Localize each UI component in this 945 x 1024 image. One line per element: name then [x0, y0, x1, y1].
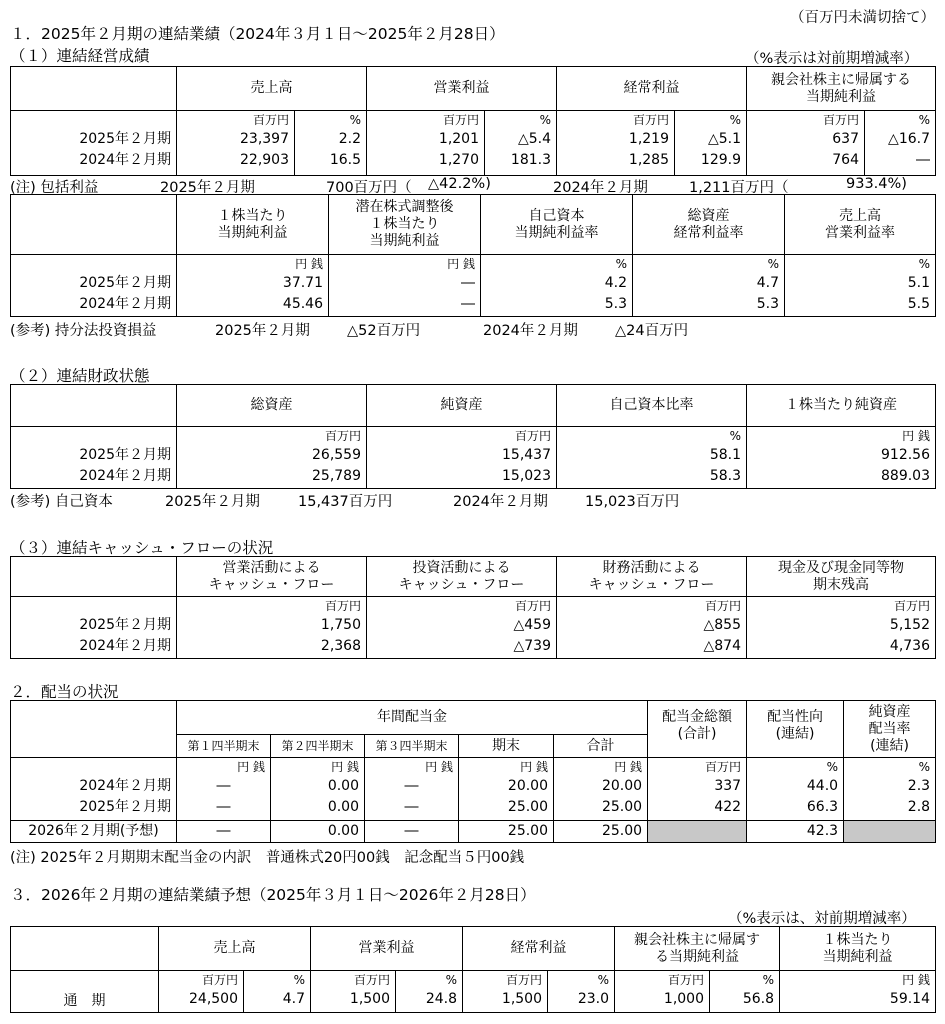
forecast-note: （%表示は、対前期増減率） — [728, 911, 916, 927]
header-op-margin: 売上高 営業利益率 — [785, 195, 936, 255]
cell-value: △5.4 — [517, 131, 551, 147]
unit-label: 百万円 — [252, 113, 289, 127]
cell-value: ― — [404, 799, 419, 815]
cell-value: 5.3 — [604, 296, 627, 312]
cell-value: 4.7 — [282, 991, 305, 1007]
div-header-row-1 — [11, 701, 936, 735]
fp-data-row — [11, 427, 936, 489]
cell-value: 0.00 — [327, 799, 359, 815]
unit-label: % — [767, 257, 779, 271]
results-data-row — [11, 111, 936, 176]
cell-value: ― — [461, 296, 475, 312]
cell-value: 1,500 — [349, 991, 390, 1007]
header-bps: １株当たり純資産 — [747, 385, 936, 427]
header-year-end: 期末 — [459, 735, 554, 758]
cell-value: 25.00 — [507, 799, 548, 815]
cell-value: △855 — [703, 617, 741, 633]
header-total-assets: 総資産 — [177, 385, 367, 427]
equity-note-value: 15,023百万円 — [585, 494, 680, 510]
equity-note-label: (参考) 自己資本 — [10, 494, 113, 510]
unit-label: 百万円 — [667, 973, 704, 987]
equity-method-value: △24百万円 — [615, 323, 689, 339]
cell-value: 66.3 — [806, 799, 839, 815]
cell-value: 59.14 — [889, 991, 930, 1007]
results-header-row — [11, 67, 936, 111]
cell-value: 912.56 — [881, 447, 930, 463]
cash-flow-title: （３）連結キャッシュ・フローの状況 — [10, 539, 274, 557]
comprehensive-income-value: 700百万円（ — [326, 180, 412, 196]
cell-value: 24.8 — [425, 991, 457, 1007]
header-roe: 自己資本 当期純利益率 — [481, 195, 633, 255]
cell-value: 25.00 — [601, 799, 643, 815]
div-data-row — [11, 758, 936, 821]
header-financing-cf: 財務活動による キャッシュ・フロー — [557, 557, 747, 597]
ratios-data-row — [11, 255, 936, 317]
equity-method-value: △52百万円 — [347, 323, 421, 339]
header-net-income: 親会社株主に帰属す る当期純利益 — [615, 927, 780, 971]
cell-value: 0.00 — [271, 821, 365, 843]
results-table — [10, 66, 936, 176]
header-net-income: 親会社株主に帰属する 当期純利益 — [747, 67, 936, 111]
header-annual-dividend: 年間配当金 — [177, 701, 648, 735]
unit-label: % — [826, 760, 839, 774]
row-label: 2024年２月期 — [79, 638, 171, 654]
row-label: 2026年２月期(予想) — [11, 821, 177, 843]
unit-label: 百万円 — [324, 429, 361, 443]
equity-note-value: 15,437百万円 — [298, 494, 393, 510]
unit-label: 円 銭 — [902, 973, 930, 987]
cell-value: 2.2 — [338, 131, 361, 147]
cell-value: 42.3 — [747, 821, 844, 843]
cell-value: 23,397 — [240, 131, 289, 147]
cell-value: ― — [216, 799, 231, 815]
unit-label: 円 銭 — [425, 760, 453, 774]
unit-label: 百万円 — [442, 113, 479, 127]
cell-value: 1,219 — [628, 131, 669, 147]
header-ordinary-income: 経常利益 — [463, 927, 615, 971]
header-diluted-eps: 潜在株式調整後 １株当たり 当期純利益 — [329, 195, 481, 255]
row-label: 2025年２月期 — [79, 447, 171, 463]
cell-value: 129.9 — [700, 152, 741, 168]
header-sales: 売上高 — [159, 927, 311, 971]
cell-value: 15,023 — [502, 468, 551, 484]
header-doe: 純資産 配当率 (連結) — [844, 701, 936, 758]
cell-value: 58.1 — [709, 447, 741, 463]
dividend-note: (注) 2025年２月期期末配当金の内訳 普通株式20円00銭 記念配当５円00銭 — [10, 850, 525, 866]
cell-value: 2,368 — [320, 638, 361, 654]
cell-value: ― — [216, 778, 231, 794]
unit-label: 百万円 — [514, 599, 551, 613]
unit-label: % — [349, 113, 361, 127]
unit-label: 円 銭 — [331, 760, 359, 774]
section1-title: １．2025年２月期の連結業績（2024年３月１日～2025年２月28日） — [10, 25, 505, 43]
cell-value: 1,750 — [320, 617, 361, 633]
row-label: 2025年２月期 — [79, 275, 171, 291]
header-net-assets: 純資産 — [367, 385, 557, 427]
cell-value: 4.7 — [756, 275, 779, 291]
cell-value: 2.8 — [907, 799, 931, 815]
equity-note-period: 2025年２月期 — [165, 494, 260, 510]
cell-value: 4,736 — [889, 638, 930, 654]
cell-value: ― — [365, 821, 459, 843]
cell-value: 637 — [832, 131, 859, 147]
unit-label: 円 銭 — [295, 257, 323, 271]
cell-value: 25.00 — [459, 821, 554, 843]
unit-label: % — [597, 973, 609, 987]
unit-label: % — [539, 113, 551, 127]
unit-label: 百万円 — [505, 973, 542, 987]
unit-label: % — [293, 973, 305, 987]
header-roa: 総資産 経常利益率 — [633, 195, 785, 255]
cell-value: 422 — [714, 799, 742, 815]
unit-label: % — [918, 760, 931, 774]
cell-value: 15,437 — [502, 447, 551, 463]
comprehensive-income-label: (注) 包括利益 — [10, 180, 99, 196]
cell-value: ― — [916, 152, 930, 168]
unit-label: % — [445, 973, 457, 987]
unit-label: 百万円 — [632, 113, 669, 127]
row-label: 2025年２月期 — [79, 131, 171, 147]
row-label: 2024年２月期 — [79, 296, 171, 312]
div-forecast-row — [11, 821, 936, 843]
dividends-title: ２．配当の状況 — [10, 683, 119, 701]
results-note: （%表示は対前期増減率） — [745, 51, 919, 67]
cell-value: 764 — [832, 152, 859, 168]
shaded-cell — [648, 821, 747, 843]
cell-value: 16.5 — [329, 152, 361, 168]
unit-label: 百万円 — [704, 599, 741, 613]
header-equity-ratio: 自己資本比率 — [557, 385, 747, 427]
comprehensive-income-rate: 933.4%) — [846, 176, 907, 192]
equity-note-period: 2024年２月期 — [453, 494, 548, 510]
cell-value: 58.3 — [709, 468, 741, 484]
forecast-table — [10, 926, 936, 1013]
header-investing-cf: 投資活動による キャッシュ・フロー — [367, 557, 557, 597]
equity-method-period: 2025年２月期 — [215, 323, 310, 339]
cell-value: 24,500 — [189, 991, 238, 1007]
unit-label: 円 銭 — [520, 760, 548, 774]
cell-value: 25.00 — [554, 821, 648, 843]
unit-label: 円 銭 — [902, 429, 930, 443]
cash-flow-table — [10, 556, 936, 659]
cell-value: 0.00 — [327, 778, 359, 794]
cell-value: 25,789 — [312, 468, 361, 484]
cell-value: 20.00 — [601, 778, 643, 794]
comprehensive-income-period: 2024年２月期 — [553, 180, 648, 196]
unit-label: % — [729, 113, 741, 127]
cell-value: 23.0 — [577, 991, 609, 1007]
cell-value: △16.7 — [888, 131, 930, 147]
financial-position-table — [10, 384, 936, 489]
forecast-title: ３．2026年２月期の連結業績予想（2025年３月１日～2026年２月28日） — [10, 886, 536, 904]
cell-value: △5.1 — [707, 131, 741, 147]
header-operating-cf: 営業活動による キャッシュ・フロー — [177, 557, 367, 597]
cell-value: ― — [461, 275, 475, 291]
shaded-cell — [844, 821, 936, 843]
cell-value: 337 — [714, 778, 742, 794]
unit-label: 百万円 — [705, 760, 742, 774]
ratios-header-row — [11, 195, 936, 255]
unit-label: % — [615, 257, 627, 271]
unit-label: 百万円 — [353, 973, 390, 987]
cf-data-row — [11, 597, 936, 659]
unit-label: 百万円 — [514, 429, 551, 443]
row-label: 2024年２月期 — [79, 468, 171, 484]
dividends-table — [10, 700, 936, 843]
unit-label: % — [918, 113, 930, 127]
header-q1: 第１四半期末 — [177, 735, 271, 758]
cell-value: 1,500 — [501, 991, 542, 1007]
cell-value: 20.00 — [507, 778, 548, 794]
cell-value: 5.3 — [756, 296, 779, 312]
unit-label: 円 銭 — [237, 760, 265, 774]
header-cash-balance: 現金及び現金同等物 期末残高 — [747, 557, 936, 597]
header-payout-ratio: 配当性向 (連結) — [747, 701, 844, 758]
header-operating-income: 営業利益 — [311, 927, 463, 971]
header-q2: 第２四半期末 — [271, 735, 365, 758]
cell-value: 44.0 — [806, 778, 839, 794]
header-sales: 売上高 — [177, 67, 367, 111]
results-title: （１）連結経営成績 — [10, 47, 150, 65]
unit-label: 百万円 — [822, 113, 859, 127]
unit-label: % — [762, 973, 774, 987]
forecast-header-row — [11, 927, 936, 971]
equity-method-period: 2024年２月期 — [483, 323, 578, 339]
unit-label: 円 銭 — [614, 760, 643, 774]
cell-value: △459 — [513, 617, 551, 633]
row-label: 2024年２月期 — [79, 152, 171, 168]
header-operating-income: 営業利益 — [367, 67, 557, 111]
row-label: 2024年２月期 — [79, 778, 171, 794]
unit-label: 円 銭 — [447, 257, 475, 271]
header-total-dividend: 配当金総額 (合計) — [648, 701, 747, 758]
header-q3: 第３四半期末 — [365, 735, 459, 758]
header-ordinary-income: 経常利益 — [557, 67, 747, 111]
cell-value: 2.3 — [907, 778, 931, 794]
cell-value: 1,201 — [438, 131, 479, 147]
cell-value: △874 — [703, 638, 741, 654]
financial-position-title: （２）連結財政状態 — [10, 367, 150, 385]
row-label: 通 期 — [11, 971, 159, 1013]
comprehensive-income-rate: △42.2%) — [428, 176, 491, 192]
cell-value: 5,152 — [889, 617, 930, 633]
cell-value: ― — [177, 821, 271, 843]
cell-value: △739 — [513, 638, 551, 654]
cell-value: 56.8 — [742, 991, 774, 1007]
unit-label: % — [918, 257, 930, 271]
forecast-data-row — [11, 971, 936, 1013]
fp-header-row — [11, 385, 936, 427]
cf-header-row — [11, 557, 936, 597]
cell-value: 4.2 — [604, 275, 627, 291]
comprehensive-income-period: 2025年２月期 — [160, 180, 255, 196]
cell-value: 1,270 — [438, 152, 479, 168]
header-total: 合計 — [554, 735, 648, 758]
header-eps: １株当たり 当期純利益 — [780, 927, 936, 971]
unit-label: 百万円 — [201, 973, 238, 987]
cell-value: 26,559 — [312, 447, 361, 463]
ratios-table — [10, 194, 936, 317]
unit-label: 百万円 — [893, 599, 930, 613]
comprehensive-income-value: 1,211百万円（ — [689, 180, 789, 196]
cell-value: 889.03 — [881, 468, 930, 484]
cell-value: 1,000 — [663, 991, 704, 1007]
cell-value: 5.5 — [907, 296, 930, 312]
cell-value: 45.46 — [282, 296, 323, 312]
cell-value: 5.1 — [907, 275, 930, 291]
unit-label: 百万円 — [324, 599, 361, 613]
equity-method-label: (参考) 持分法投資損益 — [10, 323, 157, 339]
cell-value: 22,903 — [240, 152, 289, 168]
unit-label: % — [729, 429, 741, 443]
cell-value: 37.71 — [282, 275, 323, 291]
unit-note: （百万円未満切捨て） — [790, 10, 935, 26]
cell-value: 1,285 — [628, 152, 669, 168]
row-label: 2025年２月期 — [79, 799, 171, 815]
row-label: 2025年２月期 — [79, 617, 171, 633]
cell-value: 181.3 — [510, 152, 551, 168]
cell-value: ― — [404, 778, 419, 794]
header-eps: １株当たり 当期純利益 — [177, 195, 329, 255]
